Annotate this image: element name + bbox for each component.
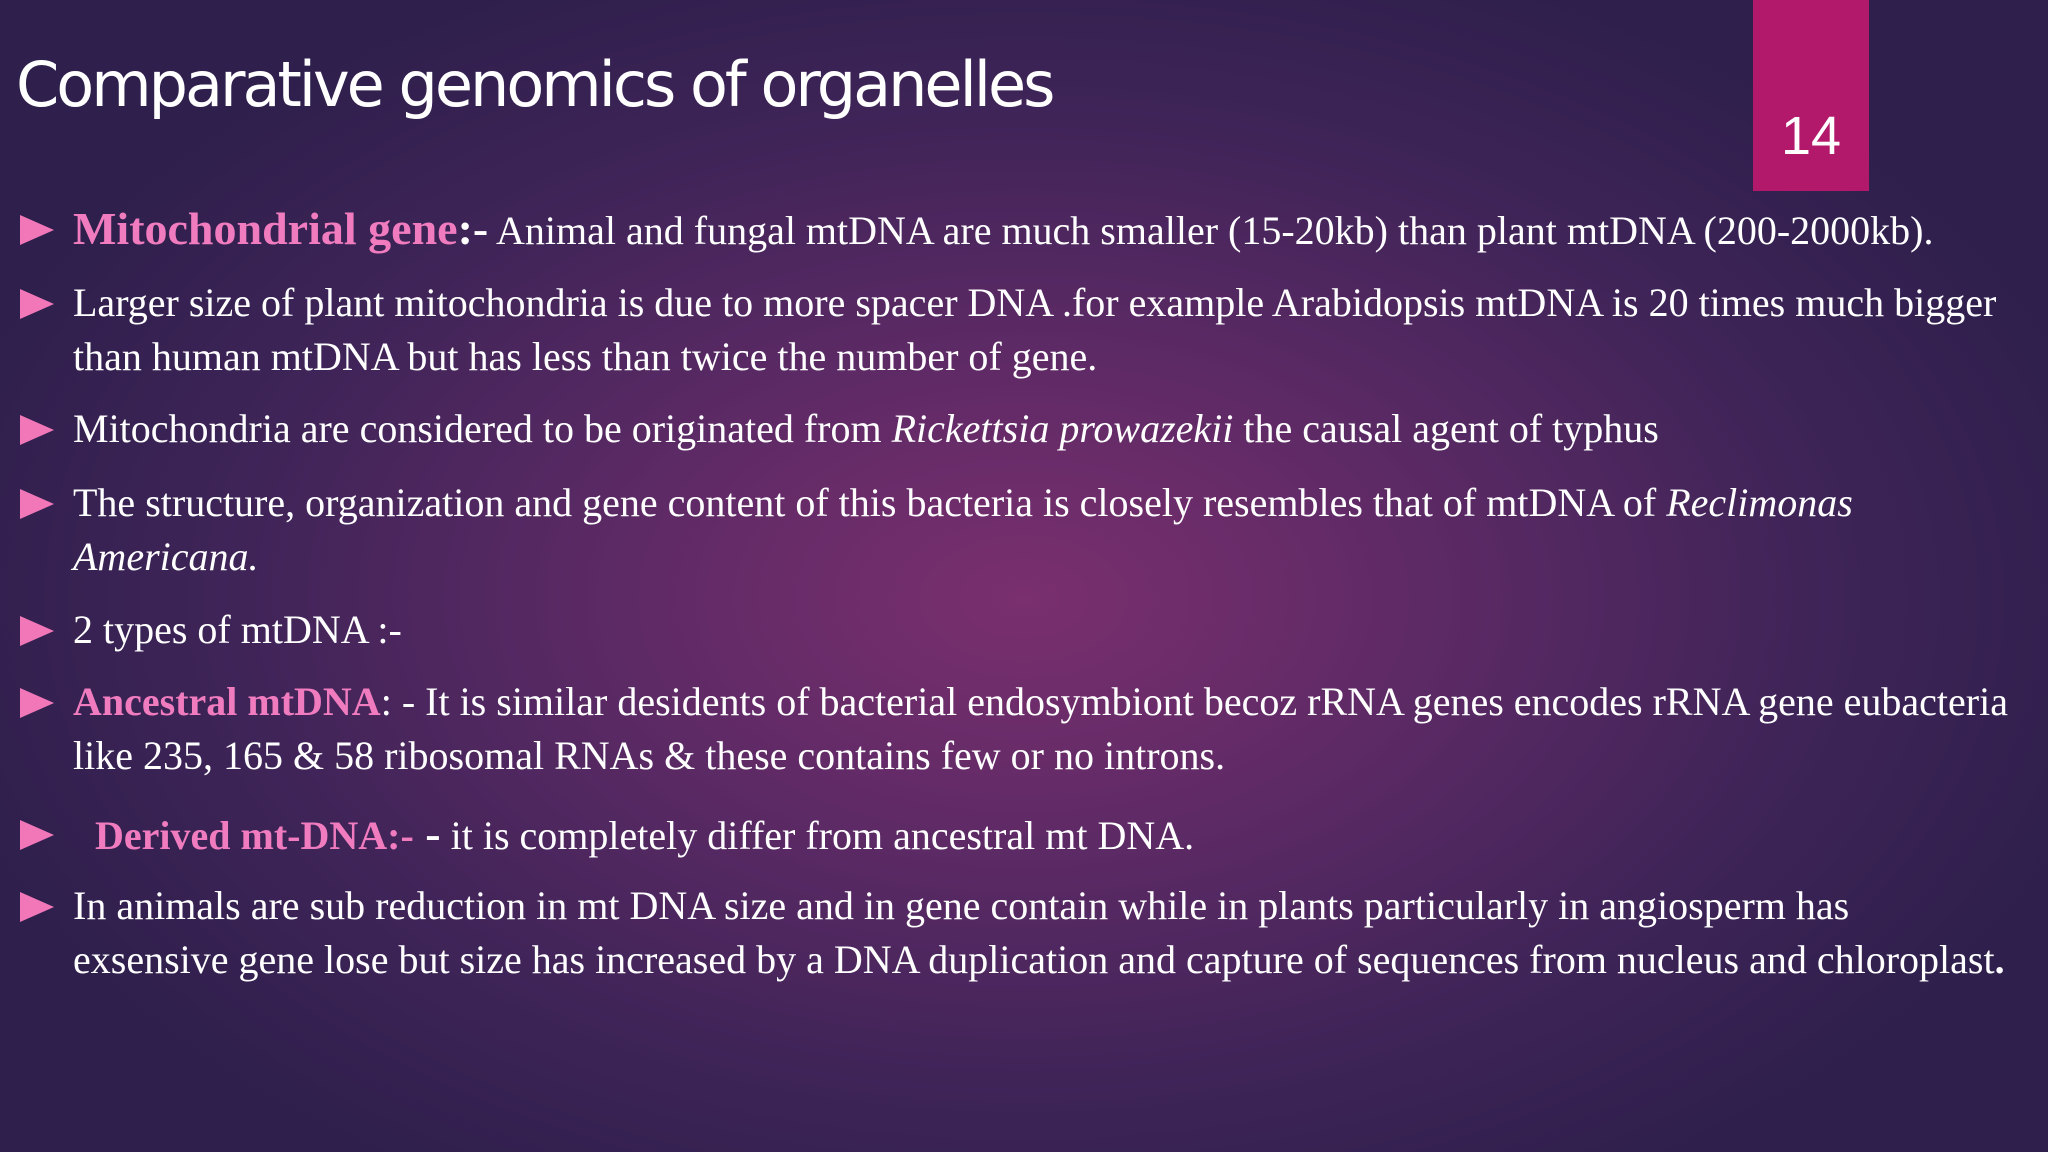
bullet-plant-mito-size <box>0 276 2048 384</box>
arrow-bullet-icon <box>20 415 54 445</box>
bullet-text: In animals are sub reduction in mt DNA size and in gene contain while in plants particularly in angiosperm has exsensive gene lose but size has increased by a DNA duplication and capture of sequences from nucleus and chloroplast <box>73 883 1995 982</box>
bullet-text: Animal and fungal mtDNA are much smaller (15-20kb) than plant mtDNA (200-2000kb). <box>488 208 1934 253</box>
bullet-text: Mitochondria are considered to be originated from <box>73 406 892 451</box>
bullet-list <box>0 202 2048 987</box>
arrow-bullet-icon <box>20 892 54 922</box>
bullet-rickettsia <box>0 402 2048 456</box>
bullet-dash: - <box>413 808 441 859</box>
bullet-period: . <box>1994 937 2005 982</box>
bullet-separator: :- <box>457 203 489 254</box>
arrow-bullet-icon <box>20 616 54 646</box>
bullet-text-tail: the causal agent of typhus <box>1233 406 1659 451</box>
bullet-text: it is completely differ from ancestral mt DNA. <box>440 813 1195 858</box>
bullet-mitochondrial-gene <box>0 202 2048 258</box>
bullet-text: The structure, organization and gene content of this bacteria is closely resembles that of mtDNA of <box>73 480 1667 525</box>
arrow-bullet-icon <box>20 215 54 245</box>
bullet-text: Larger size of plant mitochondria is due to more spacer DNA .for example Arabidopsis mtDNA is 20 times much bigger than human mtDNA but has less than twice the number of gene. <box>73 280 1997 379</box>
species-name: Rickettsia prowazekii <box>891 406 1234 451</box>
bullet-two-types <box>0 603 2048 657</box>
bullet-term: Ancestral mtDNA <box>73 679 381 724</box>
bullet-term: Derived mt-DNA:- <box>95 813 414 858</box>
bullet-text: : - It is similar desidents of bacterial endosymbiont becoz rRNA genes encodes rRNA gene eubacteria like 235, 165 & 58 ribosomal RNAs & these contains few or no introns. <box>73 679 2008 778</box>
page-number: 14 <box>1780 106 1842 166</box>
arrow-bullet-icon <box>20 489 54 519</box>
species-name: Reclimonas Americana. <box>73 480 1853 579</box>
arrow-bullet-icon <box>20 820 54 850</box>
bullet-ancestral-mtdna <box>0 675 2048 783</box>
page-number-badge <box>1753 0 1869 191</box>
bullet-derived-mtdna <box>0 807 2048 863</box>
bullet-reclimonas <box>0 476 2048 584</box>
bullet-term: Mitochondrial gene <box>73 203 458 254</box>
arrow-bullet-icon <box>20 289 54 319</box>
slide-title: Comparative genomics of organelles <box>16 48 1053 121</box>
bullet-animals-plants <box>0 879 2048 987</box>
arrow-bullet-icon <box>20 688 54 718</box>
bullet-text: 2 types of mtDNA :- <box>73 607 402 652</box>
